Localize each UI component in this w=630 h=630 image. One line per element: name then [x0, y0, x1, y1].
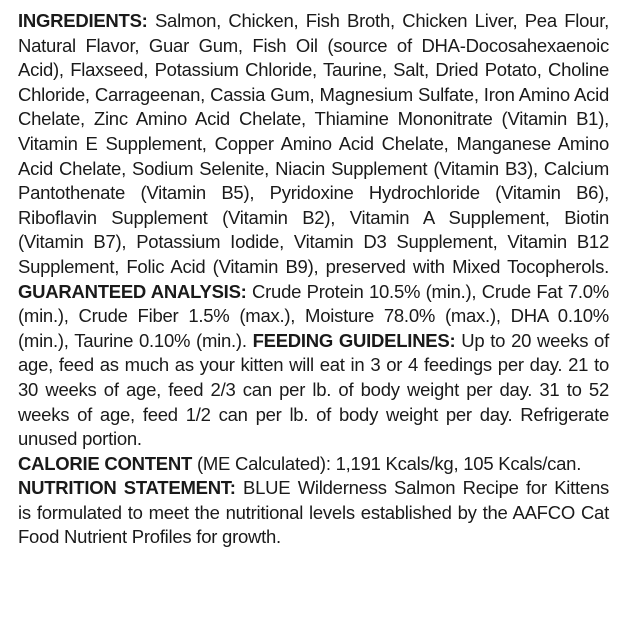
nutrition-statement-text: BLUE Wilderness Salmon Recipe for Kittens is formulated to meet the nutritional levels established by the AAFCO Cat Food Nutrient Profiles for growth. [18, 477, 610, 548]
calorie-content-block [18, 452, 609, 477]
calorie-content-heading: CALORIE CONTENT [18, 452, 193, 474]
guaranteed-analysis-text: Crude Protein 10.5% (min.), Crude Fat 7.0% (min.), Crude Fiber 1.5% (max.), Moisture 78.0% (max.), DHA 0.10% (min.), Taurine 0.10% (min.). [18, 280, 609, 351]
nutrition-label-text [18, 9, 609, 550]
feeding-guidelines-text: Up to 20 weeks of age, feed as much as your kitten will eat in 3 or 4 feedings per day. 21 to 30 weeks of age, feed 2/3 can per lb. of body weight per day. 31 to 52 weeks of age, feed 1/2 can per lb. of body weight per day. Refrigerate unused portion. [18, 329, 609, 450]
ingredients-text: Salmon, Chicken, Fish Broth, Chicken Liver, Pea Flour, Natural Flavor, Guar Gum, Fish Oil (source of DHA-Docosahexaenoic Acid), Flaxseed, Potassium Chloride, Taurine, Salt, Dried Potato, Choline Chloride, Carrageenan, Cassia Gum, Magnesium Sulfate, Iron Amino Acid Chelate, Zinc Amino Acid Chelate, Thiamine Mononitrate (Vitamin B1), Vitamin E Supplement, Copper Amino Acid Chelate, Manganese Amino Acid Chelate, Sodium Selenite, Niacin Supplement (Vitamin B3), Calcium Pantothenate (Vitamin B5), Pyridoxine Hydrochloride (Vitamin B6), Riboflavin Supplement (Vitamin B2), Vitamin A Supplement, Biotin (Vitamin B7), Potassium Iodide, Vitamin D3 Supplement, Vitamin B12 Supplement, Folic Acid (Vitamin B9), preserved with Mixed Tocopherols. [18, 10, 609, 277]
calorie-content-text: (ME Calculated): 1,191 Kcals/kg, 105 Kcals/can. [192, 452, 582, 474]
nutrition-statement-block [18, 476, 609, 550]
feeding-guidelines-heading: FEEDING GUIDELINES: [252, 329, 456, 351]
ingredients-heading: INGREDIENTS: [18, 10, 148, 31]
ingredients-block [18, 9, 609, 452]
nutrition-statement-heading: NUTRITION STATEMENT: [18, 477, 236, 499]
guaranteed-analysis-heading: GUARANTEED ANALYSIS: [18, 280, 247, 302]
